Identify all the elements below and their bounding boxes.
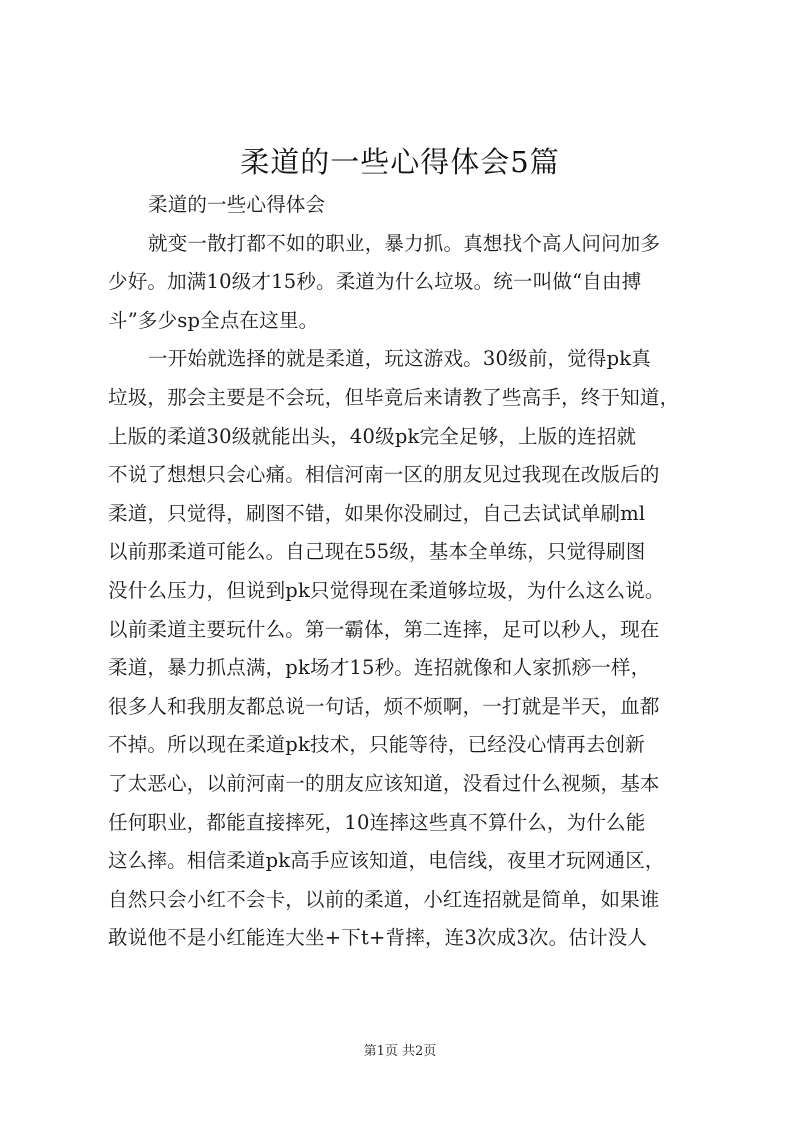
paragraph-line: 柔道的一些心得体会	[148, 193, 326, 216]
paragraph-line: 就变一散打都不如的职业，暴力抓。真想找个高人问问加多	[148, 231, 661, 255]
paragraph-line: 斗”多少sp全点在这里。	[108, 308, 319, 332]
document-title: 柔道的一些心得体会5篇	[240, 145, 560, 179]
paragraph-line: 柔道，暴力抓点满，pk场才15秒。连招就像和人家抓痧一样，	[108, 656, 651, 680]
paragraph-line: 上版的柔道30级就能出头，40级pk完全足够，上版的连招就	[108, 424, 637, 448]
paragraph-line: 没什么压力，但说到pk只觉得现在柔道够垃圾，为什么这么说。	[108, 578, 665, 602]
page-footer: 第1页 共2页	[363, 1044, 437, 1059]
paragraph-line: 以前那柔道可能么。自己现在55级，基本全单练，只觉得刷图	[108, 540, 646, 564]
paragraph-line: 一开始就选择的就是柔道，玩这游戏。30级前，觉得pk真	[148, 347, 652, 371]
paragraph-line: 不说了想想只会心痛。相信河南一区的朋友见过我现在改版后的	[108, 463, 660, 487]
paragraph-line: 这么摔。相信柔道pk高手应该知道，电信线，夜里才玩网通区，	[108, 849, 665, 873]
paragraph-line: 以前柔道主要玩什么。第一霸体，第二连摔，足可以秒人，现在	[108, 617, 660, 641]
paragraph-line: 少好。加满10级才15秒。柔道为什么垃圾。统一叫做“自由搏	[108, 270, 642, 294]
document-body	[108, 186, 708, 958]
paragraph-line: 了太恶心，以前河南一的朋友应该知道，没看过什么视频，基本	[108, 771, 660, 795]
paragraph-line: 柔道，只觉得，刷图不错，如果你没刷过，自己去试试单刷ml	[108, 501, 646, 525]
paragraph-line: 很多人和我朋友都总说一句话，烦不烦啊，一打就是半天，血都	[108, 694, 660, 718]
paragraph-line: 任何职业，都能直接摔死，10连摔这些真不算什么，为什么能	[108, 810, 646, 834]
paragraph-line: 不掉。所以现在柔道pk技术，只能等待，已经没心情再去创新	[108, 733, 645, 757]
paragraph-line: 自然只会小红不会卡，以前的柔道，小红连招就是简单，如果谁	[108, 887, 660, 911]
paragraph-line: 敢说他不是小红能连大坐+下t+背摔，连3次成3次。估计没人	[108, 926, 648, 950]
paragraph-line: 垃圾，那会主要是不会玩，但毕竟后来请教了些高手，终于知道，	[108, 385, 680, 409]
